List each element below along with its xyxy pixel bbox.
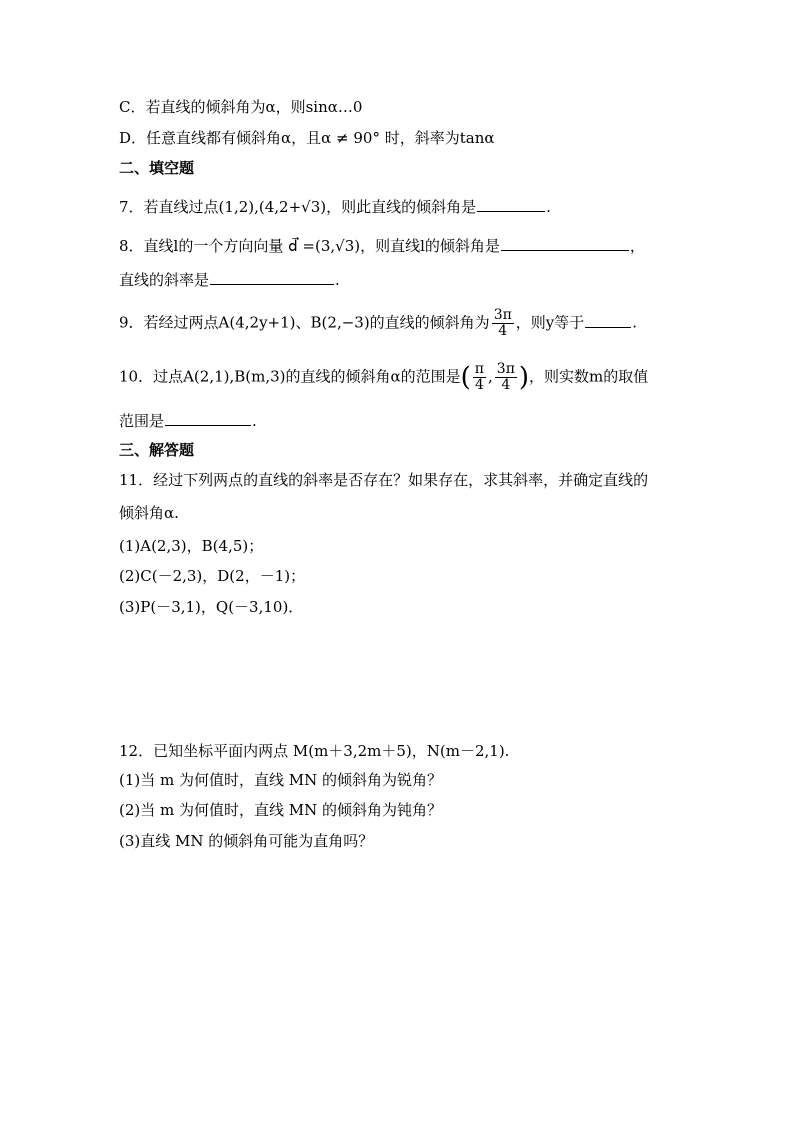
question-8: 8．直线l的一个方向向量 d⃗ =(3,√3)，则直线l的倾斜角是 ， — [119, 237, 645, 255]
question-12-part-1: (1)当 m 为何值时，直线 MN 的倾斜角为锐角？ — [119, 771, 443, 789]
answer-blank[interactable] — [585, 312, 631, 328]
question-7: 7．若直线过点(1,2),(4,2+√3)，则此直线的倾斜角是 . — [119, 198, 551, 216]
fraction: $\frac{\pi}{4}$ — [474, 361, 484, 393]
fraction: $\frac{3\pi}{4}$ — [496, 361, 515, 393]
question-11-part-2: (2)C(－2,3)，D(2，－1)； — [119, 567, 306, 585]
option-d: D．任意直线都有倾斜角α，且α ≠ 90° 时，斜率为tanα — [119, 129, 495, 147]
answer-blank[interactable] — [477, 196, 545, 212]
question-9: 9．若经过两点A(4,2y+1)、B(2,−3)的直线的倾斜角为 $\frac{3\pi}{4}$ ，则y等于 . — [119, 307, 638, 339]
question-10-range: 范围是 . — [119, 412, 257, 430]
question-12: 12．已知坐标平面内两点 M(m＋3,2m＋5)，N(m－2,1). — [119, 742, 510, 760]
fraction: $\frac{3\pi}{4}$ — [493, 307, 512, 339]
question-11-part-1: (1)A(2,3)，B(4,5)； — [119, 537, 264, 555]
question-11-cont: 倾斜角α. — [119, 504, 179, 522]
answer-blank[interactable] — [210, 269, 334, 285]
question-11-part-3: (3)P(－3,1)，Q(－3,10)． — [119, 598, 304, 616]
question-8-slope: 直线的斜率是 . — [119, 271, 340, 289]
option-c: C．若直线的倾斜角为α，则sinα…0 — [119, 98, 363, 116]
question-12-part-2: (2)当 m 为何值时，直线 MN 的倾斜角为钝角？ — [119, 801, 443, 819]
section-answer-heading: 三、解答题 — [119, 441, 195, 459]
question-11: 11．经过下列两点的直线的斜率是否存在？如果存在，求其斜率，并确定直线的 — [119, 471, 649, 489]
answer-blank[interactable] — [501, 235, 629, 251]
question-10: 10．过点A(2,1),B(m,3)的直线的倾斜角α的范围是( $\frac{\pi}{4}$ , $\frac{3\pi}{4}$ )，则实数m的取值 — [119, 361, 649, 393]
question-12-part-3: (3)直线 MN 的倾斜角可能为直角吗？ — [119, 832, 374, 850]
answer-blank[interactable] — [165, 410, 251, 426]
section-fill-in-heading: 二、填空题 — [119, 159, 195, 177]
